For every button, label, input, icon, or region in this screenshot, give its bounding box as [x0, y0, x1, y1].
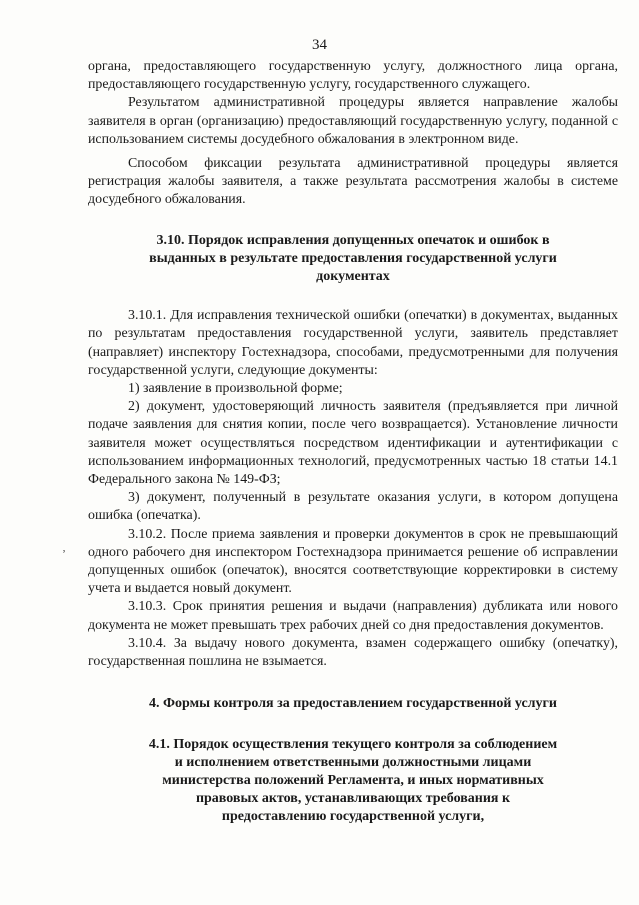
section-4-heading-block — [88, 695, 618, 713]
section-4-title: 4. Формы контроля за предоставлением государственной услуги — [149, 696, 557, 712]
list-item-1: 1) заявление в произвольной форме; — [128, 381, 343, 397]
page-number: 34 — [312, 37, 327, 53]
list-item-2: 2) документ, удостоверяющий личность заявителя (предъявляется при личной подаче заявления для снятия копии, после чего возвращается). Установление личности заявителя может осуществляться посредством идентификации и аутентификации с использованием информационных технологий, предусмотренных частью 18 статьи 14.1 Федерального закона № 149-ФЗ; — [88, 399, 618, 488]
section-3-10-heading-block — [88, 232, 618, 287]
paragraph-3-10-1: 3.10.1. Для исправления технической ошибки (опечатки) в документах, выданных по результатам предоставления государственной услуги, заявитель представляет (направляет) инспектору Гостехнадзора, способами, предусмотренными для получения государственной услуги, следующие документы: — [88, 308, 618, 378]
paragraph-fixation: Способом фиксации результата административной процедуры является регистрация жалобы заявителя, а также результата рассмотрения жалобы в системе досудебного обжалования. — [88, 156, 618, 208]
page-content — [88, 58, 618, 827]
paragraph-3-10-2: 3.10.2. После приема заявления и проверки документов в срок не превышающий одного рабочего дня инспектором Гостехнадзора принимается решение об исправлении допущенных ошибок (опечаток), вносятся соответствующие корректировки в систему учета и выдается новый документ. — [88, 526, 618, 597]
paragraph-continuation: органа, предоставляющего государственную услугу, должностного лица органа, предоставляющего государственную услугу, государственного служащего. — [88, 59, 618, 93]
paragraph-result: Результатом административной процедуры является направление жалобы заявителя в орган (организацию) предоставляющий государственную услугу, поданной с использованием системы досудебного обжалования в электронном виде. — [88, 95, 618, 147]
section-4-1-title: 4.1. Порядок осуществления текущего контроля за соблюдением и исполнением ответственными должностными лицами министерства положений Регламента, и иных нормативных правовых актов, устанавливающих требования к предоставлению государственной услуги, — [148, 736, 558, 825]
paragraph-3-10-4: 3.10.4. За выдачу нового документа, взамен содержащего ошибку (опечатку), государственная пошлина не взымается. — [88, 635, 618, 670]
section-3-10-title: 3.10. Порядок исправления допущенных опечаток и ошибок в выданных в результате предоставления государственной услуги документах — [149, 232, 557, 285]
paragraph-3-10-3: 3.10.3. Срок принятия решения и выдачи (направления) дубликата или нового документа не может превышать трех рабочих дней со дня предоставления документов. — [88, 599, 618, 633]
scan-margin-mark: ‚ — [62, 540, 66, 554]
list-item-3: 3) документ, полученный в результате оказания услуги, в котором допущена ошибка (опечатка). — [88, 490, 618, 524]
section-4-1-heading-block — [88, 736, 618, 827]
